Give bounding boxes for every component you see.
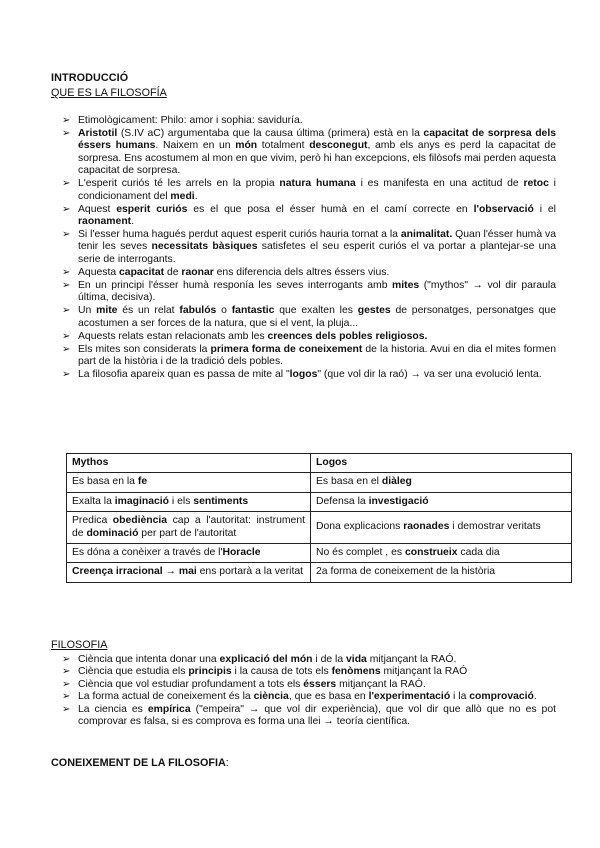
bold-run: Horacle [222, 547, 261, 559]
text-run: de la historia. Avui en dia el mites formen part de la història i de la tradició dels pobles. [78, 343, 557, 368]
intro-heading: INTRODUCCIÓ [51, 72, 129, 84]
text-run: totalment [257, 140, 310, 152]
list-item [62, 691, 556, 703]
text-run: Quan l'ésser humà va tenir les seves [78, 229, 557, 253]
text-run: . [131, 216, 135, 228]
arrow-bullet-icon: ➢ [62, 229, 71, 241]
text-run: Dona explicacions [316, 521, 404, 533]
list-item [62, 267, 556, 279]
bold-run: capacitat de sorpresa dels éssers humans [78, 128, 556, 152]
bold-run: mai [178, 566, 197, 578]
text-run: La filosofia apareix quan es passa de mite al " [78, 369, 290, 381]
arrow-bullet-icon: ➢ [62, 691, 71, 703]
filosofia-heading: FILOSOFIA [51, 639, 108, 651]
bold-run: logos [289, 369, 318, 381]
bold-run: l'observació [473, 203, 534, 215]
text-run: mitjançant la RAÓ. [366, 654, 457, 665]
list-item [62, 178, 556, 203]
arrow-bullet-icon: ➢ [62, 305, 71, 317]
arrow-bullet-icon: ➢ [62, 703, 71, 715]
bold-run: desconegut [309, 140, 368, 152]
text-run: Es basa en la [72, 476, 138, 488]
mythos-cell [67, 512, 311, 544]
bold-run: creences dels pobles religiosos. [267, 330, 428, 342]
list-item [62, 344, 556, 369]
mythos-logos-table [66, 453, 572, 583]
logos-cell [311, 473, 572, 492]
bold-run: món [235, 140, 258, 152]
text-run: ("empeira" → que vol dir experiència), que vol dir que allò que no es pot comprovar es falsa, si es comprova es forma una llei → teoría científica. [78, 703, 556, 728]
bold-run: investigació [368, 495, 429, 507]
list-item [62, 654, 556, 666]
text-run: satisfetes el seu esperit curiós el va portar a plantejar-se una serie de interrogants. [78, 241, 556, 265]
list-item [62, 204, 556, 229]
text-run: " (que vol dir la raó) → va ser una evolució lenta. [317, 369, 542, 381]
text-run: L'esperit curiós té les arrels en la propia [78, 178, 280, 190]
text-run: mitjançant la RAÓ [380, 666, 468, 678]
bold-run: diàleg [381, 476, 412, 488]
arrow-bullet-icon: ➢ [62, 654, 71, 665]
text-run: , amb els anys es perd la capacitat de sorpresa. Ens acostumem al mon en que vivim, però hi han excepcions, els filòsofs mai perden aquesta capacitat de sorpresa. [78, 140, 556, 177]
list-item [62, 331, 556, 343]
text-run: Ciència que estudia els [78, 666, 189, 678]
table-row [67, 473, 572, 492]
bold-run: medi [170, 190, 195, 202]
bold-run: empírica [147, 703, 191, 715]
bold-run: éssers [303, 678, 337, 690]
bold-run: natura humana [279, 178, 356, 190]
logos-cell [311, 492, 572, 511]
text-run: es el que posa el ésser humà en el camí correcte en [187, 203, 474, 215]
arrow-bullet-icon: ➢ [62, 203, 71, 215]
text-run: Ciència que vol estudiar profundament a tots els [78, 678, 304, 690]
text-run: Si l'esser huma hagués perdut aquest esperit curiós hauria tornat a la [78, 229, 401, 241]
bold-run: primera forma de coneixement [210, 343, 363, 355]
table-header-row [67, 454, 572, 473]
text-run: mitjançant la RAÓ. [336, 678, 426, 690]
text-run: No és complet , es [316, 547, 405, 559]
list-item [62, 115, 556, 127]
bold-run: obediència [112, 515, 168, 527]
text-run: Exalta la [72, 495, 115, 507]
text-run: i demostrar veritats [449, 521, 541, 533]
bold-run: vida [346, 654, 367, 665]
bold-run: mite [96, 305, 118, 317]
bold-run: esperit curiós [116, 203, 188, 215]
text-run: Defensa la [316, 495, 369, 507]
bold-run: explicació del món [219, 654, 313, 665]
text-run: cap a l'autoritat: instrument de [72, 515, 305, 539]
bold-run: fabulós [179, 305, 217, 317]
text-run: (S.IV aC) argumentaba que la causa última (primera) està en la [117, 128, 424, 139]
logos-cell [311, 544, 572, 563]
table-row [67, 544, 572, 563]
bold-run: gestes [357, 305, 391, 317]
table-header-logos: Logos [311, 454, 572, 473]
text-run: La ciencia es [78, 703, 148, 715]
text-run: . Naixem en un [155, 140, 236, 152]
text-run: Etimològicament: Philo: amor i sophia: saviduría. [78, 115, 303, 126]
bold-run: construeix [404, 547, 458, 559]
text-run: Es dóna a conèixer a través de l' [72, 547, 223, 559]
bold-run: fantastic [231, 305, 275, 317]
mythos-cell [67, 544, 311, 563]
text-run: és un relat [117, 305, 180, 317]
text-run: Els mites son considerats la [78, 343, 211, 355]
arrow-bullet-icon: ➢ [62, 369, 71, 381]
logos-cell [311, 512, 572, 544]
text-run: En un principi l'ésser humà responía les seves interrogants amb [78, 279, 393, 291]
text-run: 2a forma de coneixement de la història [316, 566, 496, 578]
bold-run: sentiments [193, 495, 249, 507]
text-run: , que es basa en [288, 691, 369, 703]
list-item [62, 666, 556, 678]
bold-run: raonament [78, 216, 132, 228]
bold-run: dominació [86, 527, 139, 539]
list-item [62, 280, 556, 305]
table-header-mythos: Mythos [67, 454, 311, 473]
intro-bullet-list [62, 115, 556, 382]
arrow-bullet-icon: ➢ [62, 666, 71, 678]
text-run: ens diferencia dels altres éssers vius. [213, 266, 390, 278]
list-item [62, 229, 556, 266]
bold-run: Creença irracional [72, 566, 163, 578]
mythos-cell [67, 473, 311, 492]
text-run: La forma actual de coneixement és la [78, 691, 254, 703]
text-run: Aquesta [78, 266, 120, 278]
arrow-bullet-icon: ➢ [62, 115, 71, 126]
text-run: i el [533, 203, 556, 215]
list-item [62, 679, 556, 691]
bold-run: imaginació [114, 495, 170, 507]
bold-run: ciència [253, 691, 289, 703]
arrow-bullet-icon: ➢ [62, 678, 71, 690]
filosofia-bullet-list [62, 654, 556, 728]
arrow-bullet-icon: ➢ [62, 343, 71, 355]
bold-run: capacitat [119, 266, 165, 278]
text-run: Aquest [78, 203, 117, 215]
bold-run: retoc [523, 178, 549, 190]
intro-subheading: QUE ES LA FILOSOFÍA [51, 87, 167, 99]
arrow-bullet-icon: ➢ [62, 279, 71, 291]
table-row [67, 563, 572, 582]
bold-run: mites [392, 279, 420, 291]
text-run: que exalten les [274, 305, 358, 317]
arrow-bullet-icon: ➢ [62, 330, 71, 342]
text-run: i la causa de tots els [231, 666, 332, 678]
text-run: Aquests relats estan relacionats amb les [78, 330, 268, 342]
text-run: . [533, 691, 537, 703]
bold-run: raonades [403, 521, 450, 533]
logos-cell [311, 563, 572, 582]
bold-run: l'experimentació [368, 691, 451, 703]
text-run: i els [169, 495, 194, 507]
mythos-cell [67, 492, 311, 511]
text-run: de [164, 266, 182, 278]
bold-run: animalitat. [400, 229, 453, 241]
mythos-cell [67, 563, 311, 582]
text-run: ens portarà a la veritat [196, 566, 304, 578]
text-run: de personatges, personatges que acostumen a ser forces de la natura, que si el vent, la pluja... [78, 305, 556, 329]
text-run: Ciència que intenta donar una [78, 654, 220, 665]
bold-run: principis [188, 666, 232, 678]
list-item [62, 704, 556, 729]
coneixement-heading: CONEIXEMENT DE LA FILOSOFIA: [51, 757, 229, 769]
text-run: Un [78, 305, 97, 317]
text-run: Es basa en el [316, 476, 382, 488]
text-run: . [194, 190, 198, 202]
arrow-bullet-icon: ➢ [62, 178, 71, 190]
list-item [62, 305, 556, 330]
arrow-bullet-icon: ➢ [62, 266, 71, 278]
arrow-bullet-icon: ➢ [62, 128, 71, 139]
text-run: o [216, 305, 232, 317]
text-run: → [162, 566, 179, 578]
list-item [62, 369, 556, 381]
bold-run: necessitats bàsiques [151, 241, 258, 253]
list-item [62, 128, 556, 178]
text-run: ("mythos" → vol dir paraula última, decisiva). [78, 279, 556, 304]
bold-run: comprovació [469, 691, 534, 703]
bold-run: fenòmens [331, 666, 381, 678]
table-row [67, 492, 572, 511]
text-run: i de la [312, 654, 347, 665]
text-run: i condicionament del [78, 178, 556, 202]
bold-run: fe [137, 476, 148, 488]
text-run: i es manifesta en una actitud de [355, 178, 524, 190]
bold-run: raonar [181, 266, 214, 278]
text-run: Predica [72, 515, 113, 527]
text-run: cada dia [457, 547, 500, 559]
text-run: per part de l'autoritat [138, 527, 237, 539]
table-row [67, 512, 572, 544]
bold-run: Aristotil [78, 128, 118, 139]
text-run: i la [450, 691, 470, 703]
